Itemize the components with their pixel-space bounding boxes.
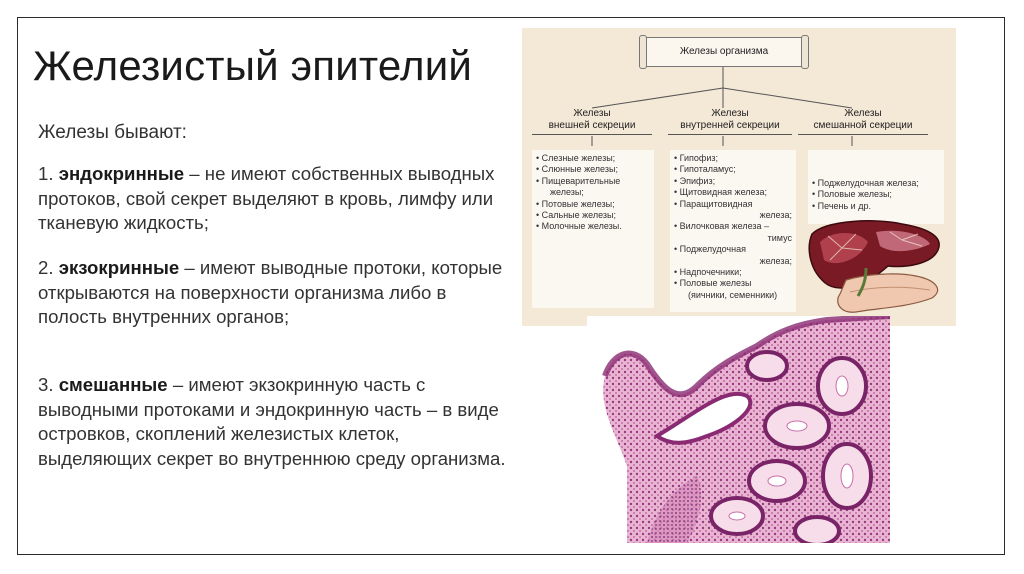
category-line: Железы — [844, 108, 882, 119]
point-text: – имеют выводные протоки, которые открываются на поверхности организма либо в полость внутренних органов; — [38, 257, 503, 327]
list-item: • Щитовидная железа; — [674, 187, 767, 198]
point-number: 3. — [38, 374, 54, 395]
point-mixed — [38, 373, 508, 471]
category-line: Железы — [711, 108, 749, 119]
point-text: – имеют экзокринную часть с выводными протоками и эндокринную часть – в виде островков, скоплений железистых клеток, выделяющих секрет во внутреннюю среду организма. — [38, 374, 506, 469]
list-item: • Эпифиз; — [674, 175, 716, 186]
exocrine-list — [532, 150, 654, 308]
point-exocrine — [38, 256, 508, 330]
category-line: смешанной секреции — [798, 120, 928, 135]
list-item: • Надпочечники; — [674, 267, 742, 278]
list-item: • Пищеварительные — [536, 175, 621, 186]
list-item: • Гипофиз; — [674, 153, 718, 163]
list-item: • Вилочковая железа – — [674, 221, 770, 232]
list-item: • Слезные железы; — [536, 153, 616, 163]
endocrine-list — [670, 150, 796, 312]
list-item: • Молочные железы. — [536, 221, 622, 232]
list-item: тимус — [767, 232, 792, 243]
mixed-list — [808, 150, 944, 224]
glandular-tissue-micrograph — [587, 316, 890, 543]
glands-diagram — [522, 28, 956, 326]
list-item: • Поджелудочная — [674, 244, 746, 255]
point-term: смешанные — [58, 374, 168, 395]
category-line: внешней секреции — [532, 120, 652, 135]
list-item: • Половые железы — [674, 278, 752, 289]
point-number: 2. — [38, 257, 54, 278]
list-item: • Паращитовидная — [674, 198, 753, 209]
point-text: – не имеют собственных выводных протоков, свой секрет выделяют в кровь, лимфу или тканевую жидкость; — [38, 163, 495, 233]
list-item: • Сальные железы; — [536, 210, 617, 221]
list-item: • Потовые железы; — [536, 198, 615, 209]
category-mixed — [798, 108, 928, 135]
list-item: (яичники, семенники) — [688, 289, 778, 300]
root-node: Железы организма — [643, 37, 805, 67]
list-item: • Печень и др. — [812, 200, 871, 211]
list-item: • Поджелудочная железа; — [812, 178, 919, 188]
point-term: экзокринные — [58, 257, 180, 278]
list-item: • Слюнные железы; — [536, 164, 618, 175]
list-item: • Половые железы; — [812, 189, 892, 200]
category-line: Железы — [573, 108, 611, 119]
liver-pancreas-illustration — [806, 216, 956, 326]
point-term: эндокринные — [58, 163, 185, 184]
list-item: железа; — [759, 210, 792, 221]
point-endocrine — [38, 162, 508, 236]
list-item: • Гипоталамус; — [674, 164, 736, 175]
category-endocrine — [668, 108, 792, 135]
category-line: внутренней секреции — [668, 120, 792, 135]
list-item: железа; — [759, 255, 792, 266]
slide-title: Железистый эпителий — [33, 42, 473, 89]
intro-text: Железы бывают: — [38, 122, 187, 143]
category-exocrine — [532, 108, 652, 135]
list-item: железы; — [550, 187, 584, 198]
point-number: 1. — [38, 163, 54, 184]
